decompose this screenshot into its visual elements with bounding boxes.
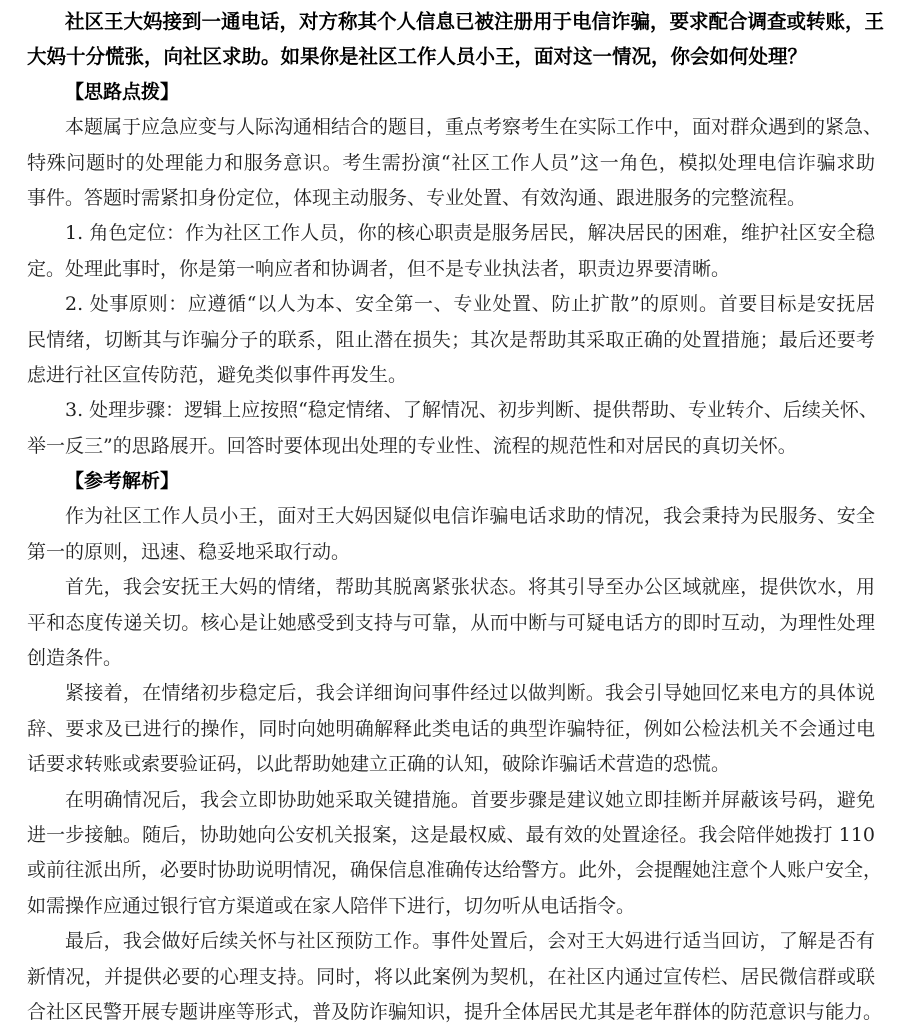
paragraph-line: 1. 角色定位：作为社区工作人员，你的核心职责是服务居民，解决居民的困难，维护社区安全稳	[65, 222, 875, 245]
paragraph-line: 3. 处理步骤：逻辑上应按照“稳定情绪、了解情况、初步判断、提供帮助、专业转介、后续关怀、	[65, 399, 878, 422]
paragraph-line: 合社区民警开展专题讲座等形式，普及防诈骗知识，提升全体居民尤其是老年群体的防范意识与能力。	[27, 1000, 883, 1023]
paragraph-line: 举一反三”的思路展开。回答时要体现出处理的专业性、流程的规范性和对居民的真切关怀。	[27, 434, 797, 457]
paragraph-line: 在明确情况后，我会立即协助她采取关键措施。首要步骤是建议她立即挂断并屏蔽该号码，避免	[65, 788, 875, 811]
question-text	[27, 4, 885, 75]
paragraph-line: 特殊问题时的处理能力和服务意识。考生需扮演“社区工作人员”这一角色，模拟处理电信诈骗求助	[27, 151, 875, 174]
paragraph-line: 进一步接触。随后，协助她向公安机关报案，这是最权威、最有效的处置途径。我会陪伴她拨打 110	[27, 823, 875, 846]
paragraph-line: 新情况，并提供必要的心理支持。同时，将以此案例为契机，在社区内通过宣传栏、居民微信群或联	[27, 965, 875, 988]
paragraph-line: 本题属于应急应变与人际沟通相结合的题目，重点考察考生在实际工作中，面对群众遇到的紧急、	[65, 116, 883, 139]
paragraph	[27, 924, 883, 1030]
paragraph-line: 作为社区工作人员小王，面对王大妈因疑似电信诈骗电话求助的情况，我会秉持为民服务、安全	[65, 505, 875, 528]
paragraph	[27, 110, 883, 216]
section-heading-hint: 【思路点拨】	[65, 80, 180, 103]
paragraph-line: 2. 处事原则：应遵循“以人为本、安全第一、专业处置、防止扩散”的原则。首要目标是安抚居	[65, 293, 875, 316]
paragraph-line: 最后，我会做好后续关怀与社区预防工作。事件处置后，会对王大妈进行适当回访，了解是否有	[65, 930, 875, 953]
paragraph-line: 如需操作应通过银行官方渠道或在家人陪伴下进行，切勿听从电话指令。	[27, 894, 636, 917]
paragraph	[27, 216, 875, 287]
paragraph-line: 创造条件。	[27, 647, 123, 670]
paragraph-line: 事件。答题时需紧扣身份定位，体现主动服务、专业处置、有效沟通、跟进服务的完整流程。	[27, 186, 807, 209]
paragraph-line: 虑进行社区宣传防范，避免类似事件再发生。	[27, 363, 408, 386]
paragraph-line: 民情绪，切断其与诈骗分子的联系，阻止潜在损失；其次是帮助其采取正确的处置措施；最后还要考	[27, 328, 875, 351]
paragraph	[27, 783, 883, 925]
paragraph	[27, 287, 875, 393]
paragraph-line: 首先，我会安抚王大妈的情绪，帮助其脱离紧张状态。将其引导至办公区域就座，提供饮水，用	[65, 576, 875, 599]
section-answer-body	[27, 499, 883, 1030]
paragraph-line: 定。处理此事时，你是第一响应者和协调者，但不是专业执法者，职责边界要清晰。	[27, 257, 731, 280]
paragraph-line: 或前往派出所，必要时协助说明情况，确保信息准确传达给警方。此外，会提醒她注意个人账户安全，	[27, 859, 883, 882]
paragraph	[27, 570, 875, 676]
paragraph-line: 话要求转账或索要验证码，以此帮助她建立正确的认知，破除诈骗话术营造的恐慌。	[27, 753, 731, 776]
question-line: 大妈十分慌张，向社区求助。如果你是社区工作人员小王，面对这一情况，你会如何处理？	[27, 45, 808, 69]
document-page	[27, 4, 885, 1030]
paragraph-line: 平和态度传递关切。核心是让她感受到支持与可靠，从而中断与可疑电话方的即时互动，为理性处理	[27, 611, 875, 634]
section-hint-body	[27, 110, 883, 464]
paragraph	[27, 676, 875, 782]
question-line: 社区王大妈接到一通电话，对方称其个人信息已被注册用于电信诈骗，要求配合调查或转账，王	[65, 10, 885, 33]
section-heading-answer: 【参考解析】	[65, 470, 180, 493]
paragraph	[27, 499, 875, 570]
paragraph-line: 第一的原则，迅速、稳妥地采取行动。	[27, 540, 351, 563]
paragraph-line: 辞、要求及已进行的操作，同时向她明确解释此类电话的典型诈骗特征，例如公检法机关不会通过电	[27, 717, 875, 740]
paragraph	[27, 393, 878, 464]
paragraph-line: 紧接着，在情绪初步稳定后，我会详细询问事件经过以做判断。我会引导她回忆来电方的具体说	[65, 682, 875, 705]
